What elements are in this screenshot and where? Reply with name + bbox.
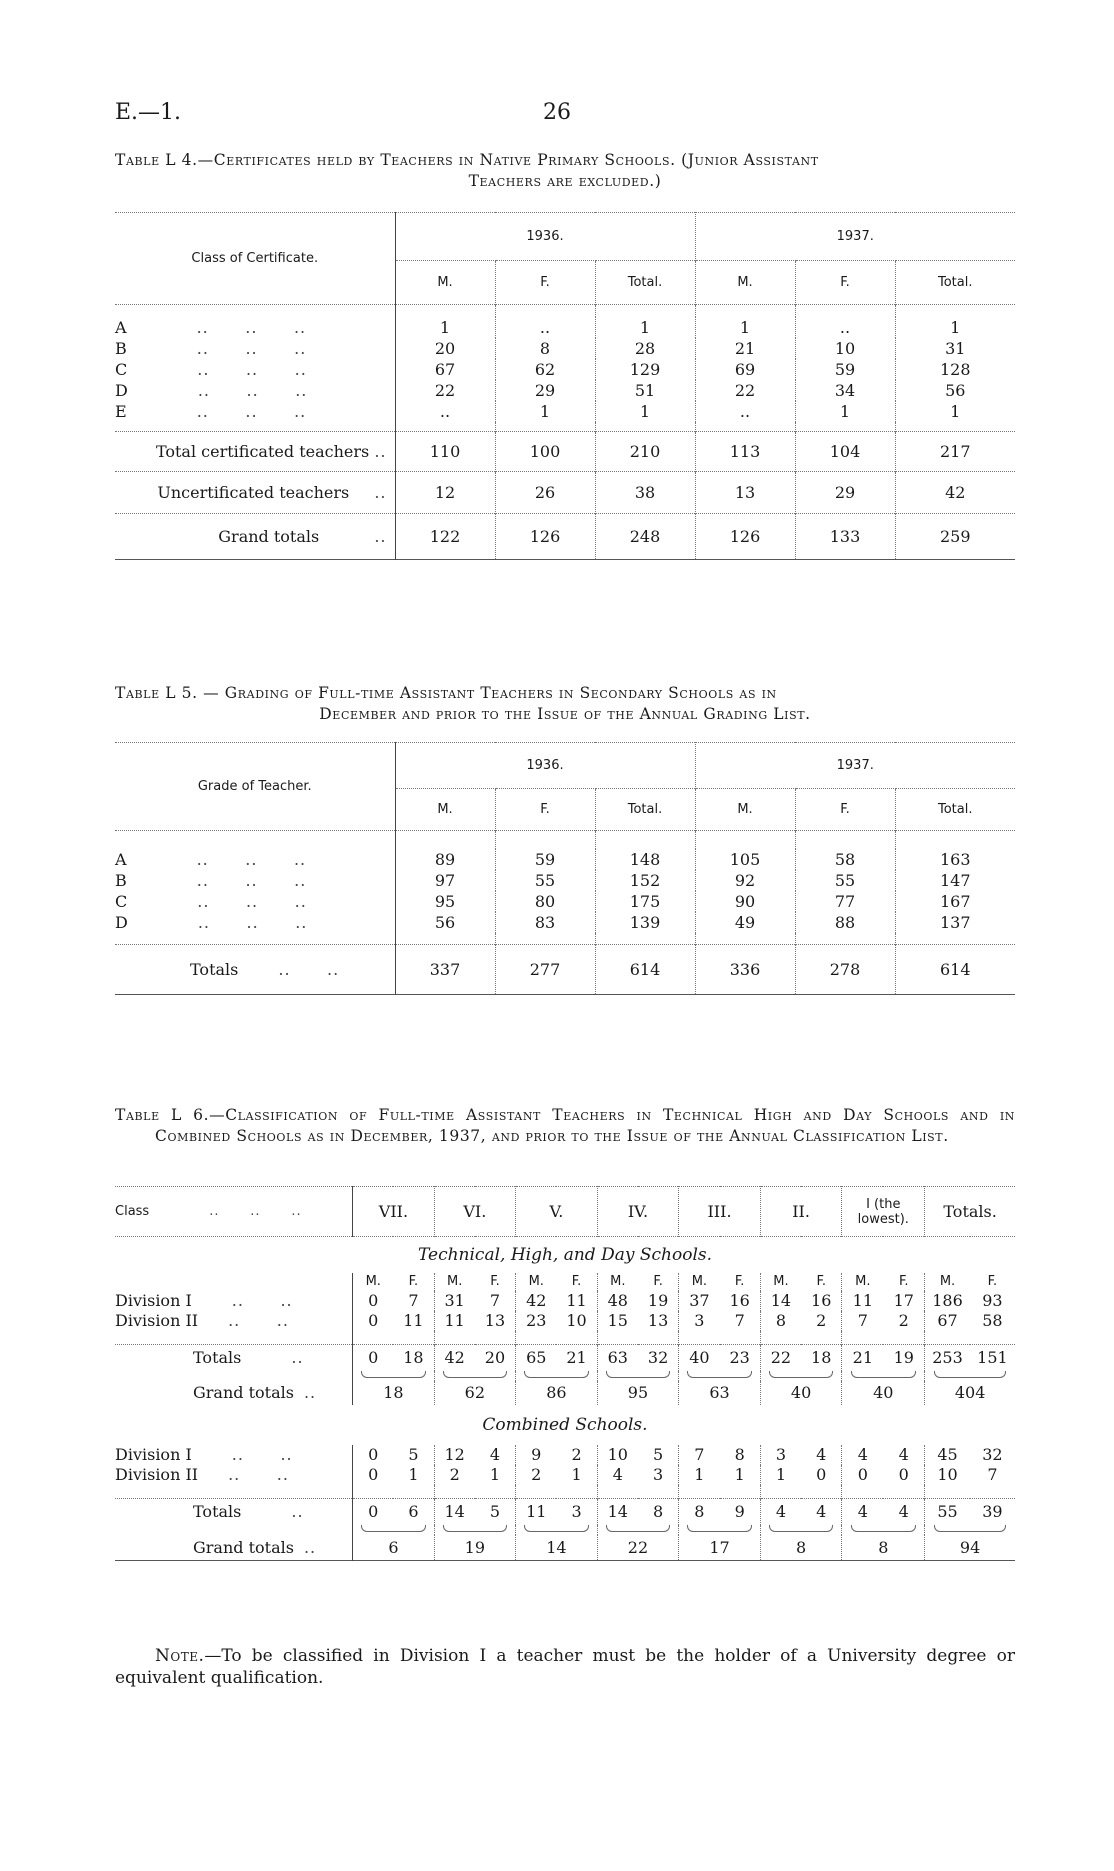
col-total: Total. <box>595 789 695 831</box>
class-v-header: V. <box>516 1187 598 1237</box>
brace-icon <box>353 1525 434 1535</box>
brace-icon <box>353 1371 434 1381</box>
col-total: Total. <box>895 789 1015 831</box>
col-m: M. <box>395 789 495 831</box>
mf-header-row: M. F. M. F. M. F. M. F. M. F. M. F. M. F. M. F. <box>115 1273 1015 1291</box>
tech-brace-row <box>115 1371 1015 1381</box>
class-of-certificate-header: Class of Certificate. <box>191 251 319 266</box>
tech-totals-row: Totals .. 0 18 42 20 65 21 63 32 40 23 22 18 21 19 253 151 <box>115 1345 1015 1371</box>
comb-brace-row <box>115 1525 1015 1535</box>
uncertificated-row: Uncertificated teachers .. 12 26 38 13 29 42 <box>115 472 1015 514</box>
grade-of-teacher-header: Grade of Teacher. <box>197 779 312 794</box>
comb-totals-row: Totals .. 0 6 14 5 11 3 14 8 8 9 4 4 4 4 55 39 <box>115 1499 1015 1525</box>
class-vii-header: VII. <box>353 1187 434 1237</box>
brace-icon <box>760 1371 842 1381</box>
table-l4 <box>115 212 1015 560</box>
page-header <box>115 100 995 130</box>
table-row: A .. .. .. 1 .. 1 1 .. 1 <box>115 317 1015 338</box>
col-m: M. <box>395 261 495 305</box>
brace-icon <box>679 1525 761 1535</box>
document-reference: E.—1. <box>115 100 182 125</box>
combined-schools-title: Combined Schools. <box>482 1414 648 1435</box>
technical-schools-title: Technical, High, and Day Schools. <box>417 1244 713 1265</box>
page-number: 26 <box>543 100 571 125</box>
table-l6-caption: Table L 6.—Classification of Full-time Assistant Teachers in Technical High and Day Schools and in Combined Schools as in December, 1937, and prior to the Issue of the Annual Classification List. <box>115 1106 1015 1145</box>
tech-division-ii-row: Division II .. .. 0 11 11 13 23 10 15 13 3 7 8 2 7 2 67 58 <box>115 1311 1003 1330</box>
col-f: F. <box>495 789 595 831</box>
brace-icon <box>516 1525 598 1535</box>
year-1936-header: 1936. <box>395 743 695 789</box>
class-iv-header: IV. <box>597 1187 679 1237</box>
year-1937-header: 1937. <box>695 743 1015 789</box>
class-vi-header: VI. <box>434 1187 516 1237</box>
table-row: C .. .. .. 95 80 175 90 77 167 <box>115 891 1015 912</box>
col-m: M. <box>695 261 795 305</box>
tech-division-i-row: Division I .. .. 0 7 31 7 42 11 48 19 37 16 14 16 11 17 186 93 <box>115 1291 1003 1310</box>
class-ii-header: II. <box>760 1187 842 1237</box>
table-l4-class-rows <box>115 317 1015 422</box>
table-row: B .. .. .. 97 55 152 92 55 147 <box>115 870 1015 891</box>
grand-totals-row: Grand totals .. 122 126 248 126 133 259 <box>115 514 1015 560</box>
table-l5-caption: Table L 5. — Grading of Full-time Assistant Teachers in Secondary Schools as in December and prior to the Issue of the Annual Grading List. <box>115 684 811 723</box>
table-row: D .. .. .. 56 83 139 49 88 137 <box>115 912 1015 933</box>
col-total: Total. <box>895 261 1015 305</box>
table-l6: Class .. .. .. VII. VI. V. IV. III. II. I (the lowest). Totals. Technical, High, and Day Schools. M. F. M. F. M. F. M. F. M. F. M. F. M. F. M. F. Division I .. .. 0 7 31 7 42 11 48 19 37 16 14 16 11 17 186 93 Division II .. .. 0 11 11 13 23 10 15 13 3 7 8 2 7 2 67 58 Totals .. 0 18 42 20 65 21 63 32 40 23 22 18 21 19 253 151 Grand totals .. 18 62 86 95 63 40 40 404 Combined Schools. Division I .. .. 0 5 12 4 9 2 10 5 7 8 3 4 4 4 45 32 Division II .. .. 0 1 2 1 2 1 4 3 1 1 1 0 0 0 10 7 Totals .. 0 6 14 5 11 3 14 8 8 9 4 4 4 4 55 39 Grand totals .. 6 19 14 22 17 8 8 94 <box>115 1186 1015 1561</box>
brace-icon <box>842 1525 925 1535</box>
table-row: C .. .. .. 67 62 129 69 59 128 <box>115 359 1015 380</box>
table-l5 <box>115 742 1015 995</box>
brace-icon <box>434 1525 516 1535</box>
table-row: A .. .. .. 89 59 148 105 58 163 <box>115 849 1015 870</box>
brace-icon <box>925 1525 1015 1535</box>
table-l4-caption: Table L 4.—Certificates held by Teachers in Native Primary Schools. (Junior Assistant Teachers are excluded.) <box>115 151 819 190</box>
class-header: Class <box>115 1204 150 1219</box>
footnote: Note.—To be classified in Division I a teacher must be the holder of a University degree or equivalent qualification. <box>115 1646 1015 1688</box>
totals-header: Totals. <box>925 1187 1015 1237</box>
col-total: Total. <box>595 261 695 305</box>
brace-icon <box>842 1371 925 1381</box>
col-m: M. <box>695 789 795 831</box>
table-l5-grade-rows <box>115 849 1015 933</box>
comb-division-i-row: Division I .. .. 0 5 12 4 9 2 10 5 7 8 3 4 4 4 45 32 <box>115 1445 1003 1464</box>
brace-icon <box>434 1371 516 1381</box>
totals-row: Totals .. .. 337 277 614 336 278 614 <box>115 945 1015 995</box>
brace-icon <box>597 1371 679 1381</box>
comb-division-ii-row: Division II .. .. 0 1 2 1 2 1 4 3 1 1 1 0 0 0 10 7 <box>115 1465 998 1484</box>
tech-grand-totals-row: Grand totals .. 18 62 86 95 63 40 40 404 <box>115 1381 1015 1405</box>
year-1937-header: 1937. <box>695 213 1015 261</box>
table-row: D .. .. .. 22 29 51 22 34 56 <box>115 380 1015 401</box>
total-certificated-row: Total certificated teachers .. 110 100 210 113 104 217 <box>115 432 1015 472</box>
class-i-header: I (the lowest). <box>842 1187 925 1237</box>
year-1936-header: 1936. <box>395 213 695 261</box>
table-row: B .. .. .. 20 8 28 21 10 31 <box>115 338 1015 359</box>
brace-icon <box>597 1525 679 1535</box>
brace-icon <box>679 1371 761 1381</box>
comb-grand-totals-row: Grand totals .. 6 19 14 22 17 8 8 94 <box>115 1535 1015 1561</box>
brace-icon <box>516 1371 598 1381</box>
table-row: E .. .. .. .. 1 1 .. 1 1 <box>115 401 1015 422</box>
class-iii-header: III. <box>679 1187 761 1237</box>
col-f: F. <box>795 261 895 305</box>
brace-icon <box>925 1371 1015 1381</box>
col-f: F. <box>495 261 595 305</box>
col-f: F. <box>795 789 895 831</box>
brace-icon <box>760 1525 842 1535</box>
